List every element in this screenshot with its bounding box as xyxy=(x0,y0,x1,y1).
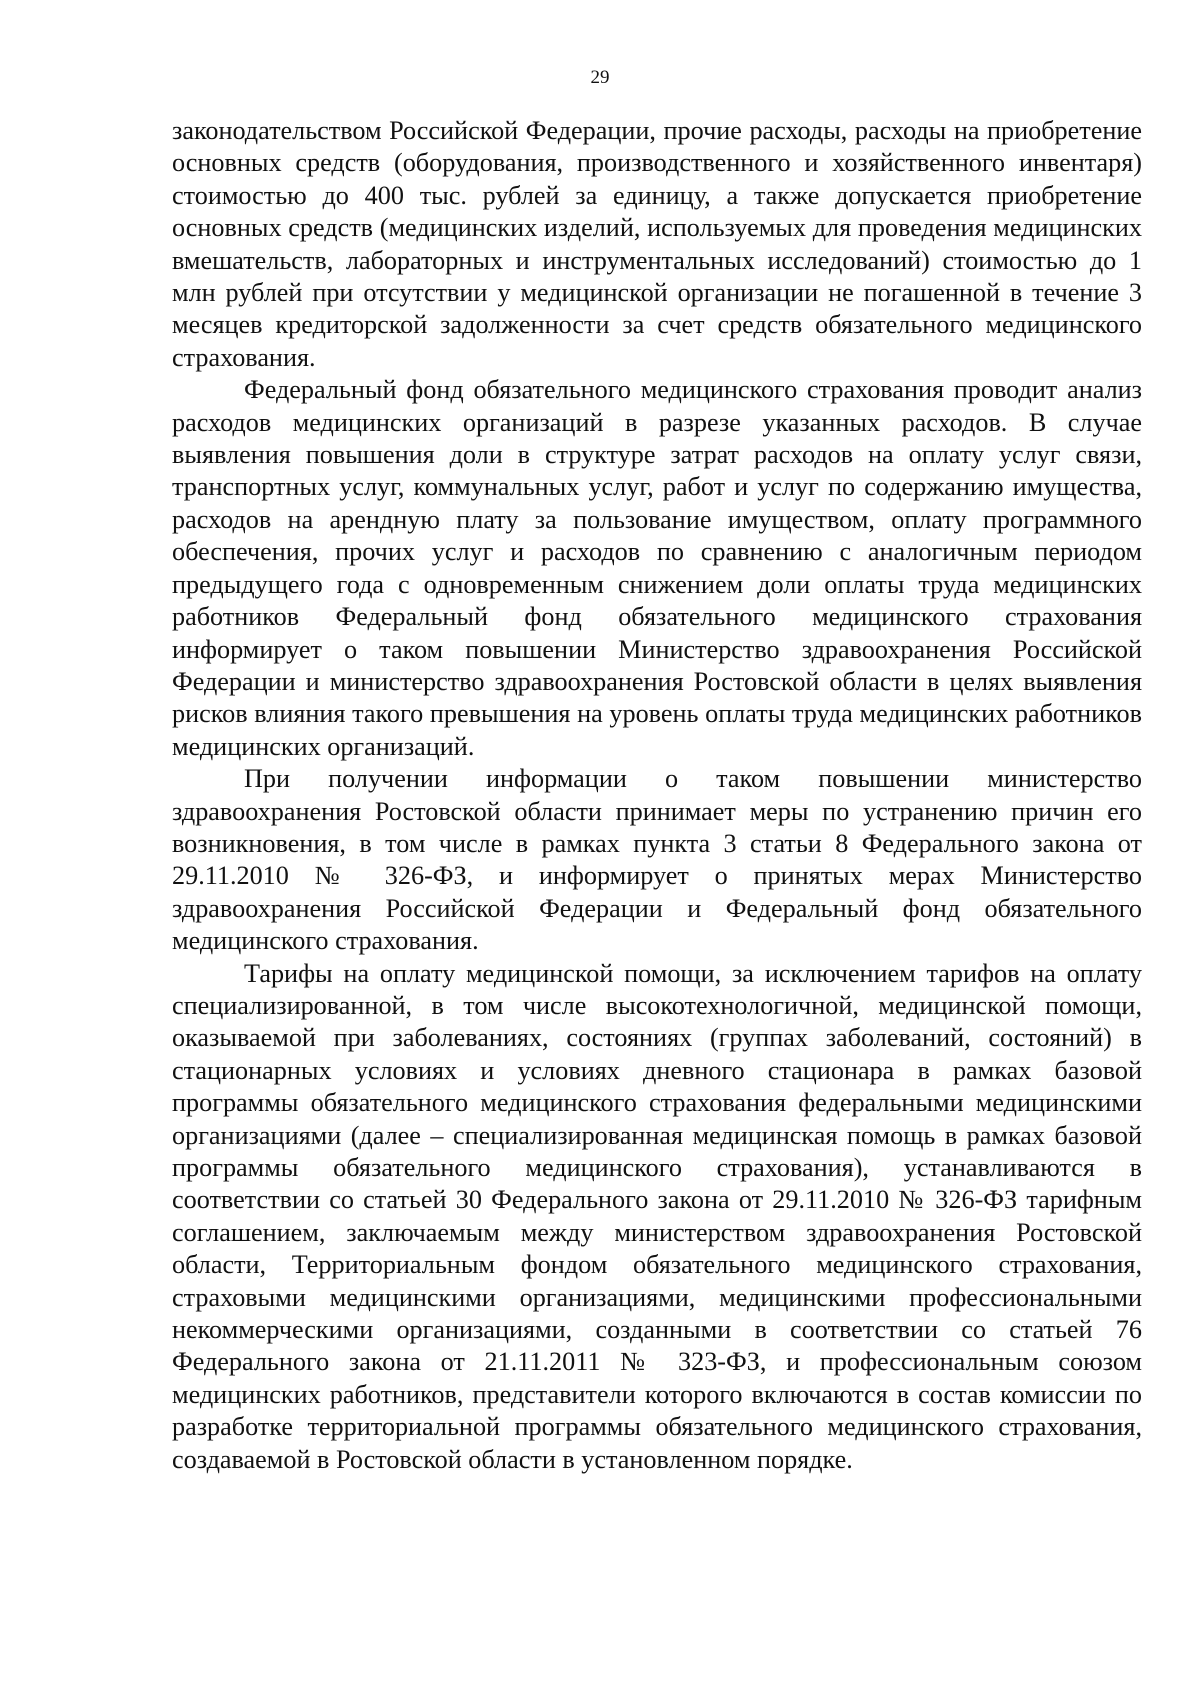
paragraph-continuation: законодательством Российской Федерации, прочие расходы, расходы на приобретение основных средств (оборудования, производственного и хозяйственного инвентаря) стоимостью до 400 тыс. рублей за единицу, а также допускается приобретение основных средств (медицинских изделий, используемых для проведения медицинских вмешательств, лабораторных и инструментальных исследований) стоимостью до 1 млн рублей при отсутствии у медицинской организации не погашенной в течение 3 месяцев кредиторской задолженности за счет средств обязательного медицинского страхования. xyxy=(172,116,1142,372)
page-number: 29 xyxy=(590,67,610,88)
paragraph-tariffs: Тарифы на оплату медицинской помощи, за исключением тарифов на оплату специализированной, в том числе высокотехнологичной, медицинской помощи, оказываемой при заболеваниях, состояниях (группах заболеваний, состояний) в стационарных условиях и условиях дневного стационара в рамках базовой программы обязательного медицинского страхования федеральными медицинскими организациями (далее – специализированная медицинская помощь в рамках базовой программы обязательного медицинского страхования), устанавливаются в соответствии со статьей 30 Федерального закона от 29.11.2010 № 326-ФЗ тарифным соглашением, заключаемым между министерством здравоохранения Ростовской области, Территориальным фондом обязательного медицинского страхования, страховыми медицинскими организациями, медицинскими профессиональными некоммерческими организациями, созданными в соответствии со статьей 76 Федерального закона от 21.11.2011 № 323-ФЗ, и профессиональным союзом медицинских работников, представители которого включаются в состав комиссии по разработке территориальной программы обязательного медицинского страхования, создаваемой в Ростовской области в установленном порядке. xyxy=(172,958,1142,1474)
document-body xyxy=(172,115,1142,1476)
paragraph-ministry-measures: При получении информации о таком повышении министерство здравоохранения Ростовской области принимает меры по устранению причин его возникновения, в том числе в рамках пункта 3 статьи 8 Федерального закона от 29.11.2010 № 326-ФЗ, и информирует о принятых мерах Министерство здравоохранения Российской Федерации и Федеральный фонд обязательного медицинского страхования. xyxy=(172,764,1142,956)
paragraph-ffoms-analysis: Федеральный фонд обязательного медицинского страхования проводит анализ расходов медицинских организаций в разрезе указанных расходов. В случае выявления повышения доли в структуре затрат расходов на оплату услуг связи, транспортных услуг, коммунальных услуг, работ и услуг по содержанию имущества, расходов на арендную плату за пользование имуществом, оплату программного обеспечения, прочих услуг и расходов по сравнению с аналогичным периодом предыдущего года с одновременным снижением доли оплаты труда медицинских работников Федеральный фонд обязательного медицинского страхования информирует о таком повышении Министерство здравоохранения Российской Федерации и министерство здравоохранения Ростовской области в целях выявления рисков влияния такого превышения на уровень оплаты труда медицинских работников медицинских организаций. xyxy=(172,375,1142,761)
